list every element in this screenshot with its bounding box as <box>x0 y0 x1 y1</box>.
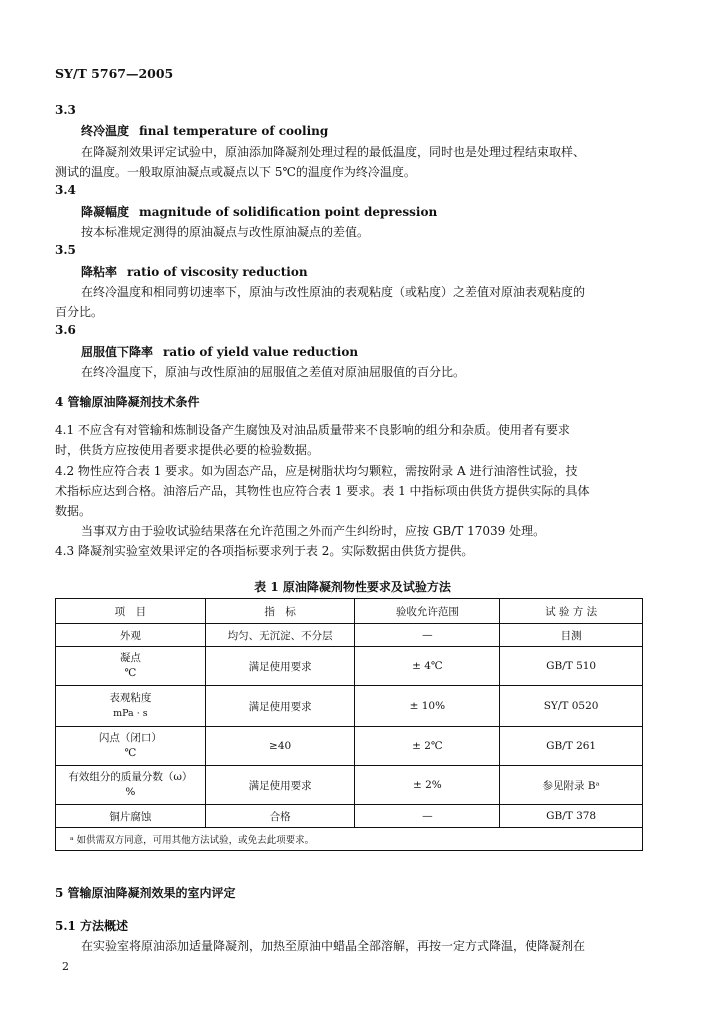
cell-method: 目测 <box>500 624 643 647</box>
cell-method: GB/T 510 <box>500 647 643 686</box>
cell-range: ± 10% <box>355 686 500 727</box>
definition-text: 在终冷温度下，原油与改性原油的屈服值之差值对原油屈服值的百分比。 <box>81 365 466 379</box>
cell-spec: 满足使用要求 <box>205 647 355 686</box>
term-en: ratio of viscosity reduction <box>127 265 308 279</box>
item-unit: % <box>125 786 136 798</box>
paragraph-line: 4.1 不应含有对管输和炼制设备产生腐蚀及对油品质量带来不良影响的组分和杂质。使用者有要求 <box>55 423 570 437</box>
term-heading <box>81 263 308 280</box>
table-row <box>56 624 643 647</box>
table-footnote-row <box>56 828 643 851</box>
item-unit: ℃ <box>124 747 137 759</box>
cell-item <box>56 647 206 686</box>
clause-number: 3.4 <box>55 183 76 197</box>
table-header-row <box>56 599 643 624</box>
definition-text: 在终冷温度和相同剪切速率下，原油与改性原油的表观粘度（或粘度）之差值对原油表观粘度的 <box>81 285 586 299</box>
cell-item <box>56 686 206 727</box>
paragraph-line: 时，供货方应按使用者要求提供必要的检验数据。 <box>55 443 320 457</box>
paragraph-line: 4.3 降凝剂实验室效果评定的各项指标要求列于表 2。实际数据由供货方提供。 <box>55 544 474 558</box>
header-method: 试 验 方 法 <box>500 599 643 624</box>
term-heading <box>81 203 437 220</box>
term-en: magnitude of solidification point depression <box>139 205 438 219</box>
cell-item <box>56 727 206 766</box>
paragraph-line: 在实验室将原油添加适量降凝剂，加热至原油中蜡晶全部溶解，再按一定方式降温，使降凝剂在 <box>81 939 586 953</box>
table-footnote: ᵃ 如供需双方同意，可用其他方法试验，或免去此项要求。 <box>56 828 643 851</box>
page-number: 2 <box>62 960 69 973</box>
cell-range: — <box>355 624 500 647</box>
paragraph-line: 数据。 <box>55 504 92 518</box>
cell-spec: 合格 <box>205 805 355 828</box>
standard-code: SY/T 5767—2005 <box>55 66 174 81</box>
definition-text: 百分比。 <box>55 305 104 319</box>
paragraph-line: 当事双方由于验收试验结果落在允许范围之外而产生纠纷时，应按 GB/T 17039 处理。 <box>81 524 546 538</box>
paragraph-line: 4.2 物性应符合表 1 要求。如为固态产品，应是树脂状均匀颗粒，需按附录 A 进行油溶性试验，技 <box>55 464 578 478</box>
item-name: 有效组分的质量分数（ω） <box>68 771 193 783</box>
section-title: 4 管输原油降凝剂技术条件 <box>55 395 200 409</box>
table-row <box>56 805 643 828</box>
cell-method: GB/T 378 <box>500 805 643 828</box>
clause-number: 3.5 <box>55 243 76 257</box>
term-cn: 降凝幅度 <box>81 205 130 219</box>
term-en: final temperature of cooling <box>139 124 329 138</box>
table-row <box>56 727 643 766</box>
term-heading <box>81 122 328 139</box>
cell-method: GB/T 261 <box>500 727 643 766</box>
cell-item: 铜片腐蚀 <box>56 805 206 828</box>
cell-range: ± 2% <box>355 766 500 805</box>
cell-method: 参见附录 Bᵃ <box>500 766 643 805</box>
table-row <box>56 686 643 727</box>
clause-number: 3.3 <box>55 103 76 117</box>
table-row <box>56 766 643 805</box>
term-cn: 屈服值下降率 <box>81 345 154 359</box>
term-cn: 降粘率 <box>81 265 118 279</box>
header-spec: 指 标 <box>205 599 355 624</box>
cell-spec: 均匀、无沉淀、不分层 <box>205 624 355 647</box>
item-name: 凝点 <box>119 652 141 664</box>
cell-method: SY/T 0520 <box>500 686 643 727</box>
spec-table <box>55 598 643 851</box>
definition-text: 在降凝剂效果评定试验中，原油添加降凝剂处理过程的最低温度，同时也是处理过程结束取样、 <box>81 145 586 159</box>
item-name: 表观粘度 <box>109 692 152 704</box>
table-caption: 表 1 原油降凝剂物性要求及试验方法 <box>254 580 451 594</box>
clause-number: 3.6 <box>55 323 76 337</box>
term-en: ratio of yield value reduction <box>163 345 359 359</box>
definition-text: 按本标准规定测得的原油凝点与改性原油凝点的差值。 <box>81 225 370 239</box>
subsection-title: 5.1 方法概述 <box>55 919 129 933</box>
definition-text: 测试的温度。一般取原油凝点或凝点以下 5℃的温度作为终冷温度。 <box>55 165 416 179</box>
cell-item <box>56 766 206 805</box>
cell-range: ± 4℃ <box>355 647 500 686</box>
term-heading <box>81 343 358 360</box>
cell-spec: 满足使用要求 <box>205 766 355 805</box>
cell-item: 外观 <box>56 624 206 647</box>
item-unit: ℃ <box>124 667 137 679</box>
table-row <box>56 647 643 686</box>
paragraph-line: 术指标应达到合格。油溶后产品，其物性也应符合表 1 要求。表 1 中指标项由供货方提供实际的具体 <box>55 484 590 498</box>
item-name: 闪点（闭口） <box>98 732 162 744</box>
cell-range: — <box>355 805 500 828</box>
header-item: 项 目 <box>56 599 206 624</box>
cell-spec: 满足使用要求 <box>205 686 355 727</box>
item-unit: mPa · s <box>113 708 148 719</box>
section-title: 5 管输原油降凝剂效果的室内评定 <box>55 886 236 900</box>
header-range: 验收允许范围 <box>355 599 500 624</box>
cell-spec: ≥40 <box>205 727 355 766</box>
cell-range: ± 2℃ <box>355 727 500 766</box>
term-cn: 终冷温度 <box>81 124 130 138</box>
